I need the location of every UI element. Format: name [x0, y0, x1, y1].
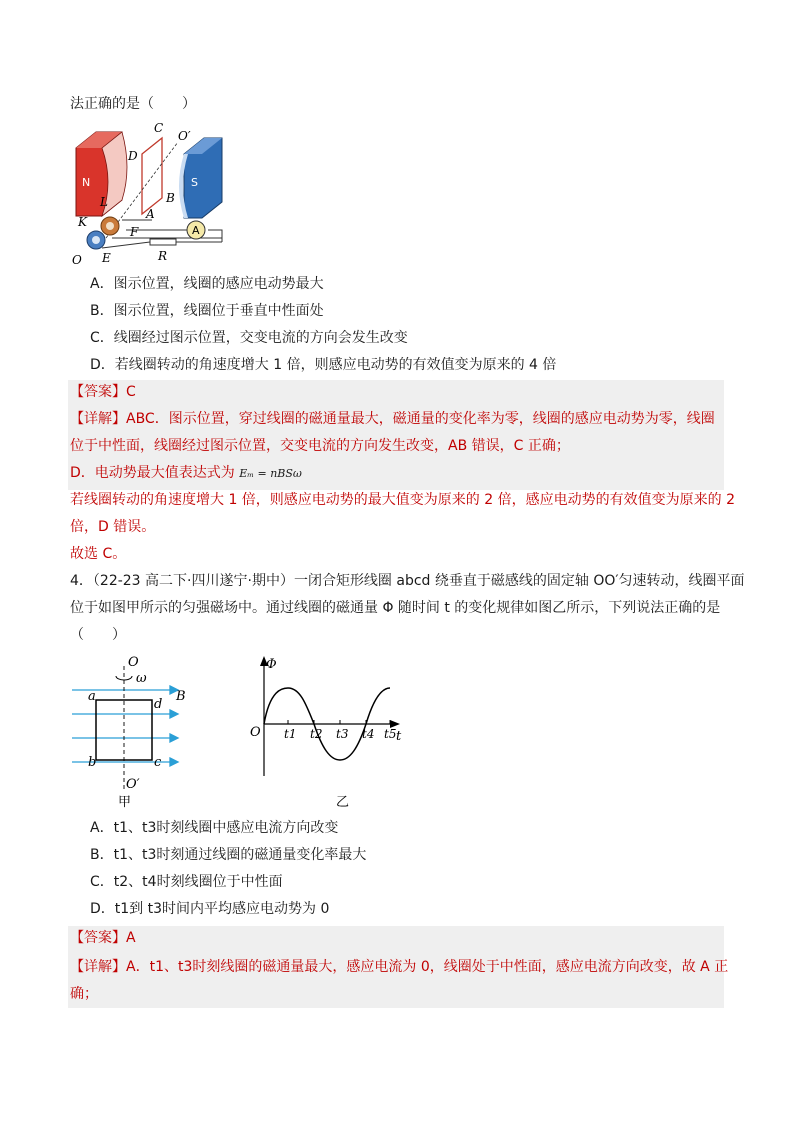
label-O: O	[72, 253, 82, 267]
figure-yi	[244, 652, 404, 814]
detail-line	[70, 409, 715, 429]
q4-detail-label: 【详解】	[70, 959, 126, 975]
label-D: D	[128, 149, 138, 163]
q4-stem-3: （ ）	[70, 627, 126, 643]
question-stem: 法正确的是（ ）	[70, 96, 196, 112]
tick-t1: t1	[284, 727, 297, 741]
detail-text-2: 位于中性面，线圈经过图示位置，交变电流的方向发生改变，AB 错误，C 正确；	[70, 438, 570, 454]
tick-t5: t5	[384, 727, 397, 741]
corner-b: b	[88, 755, 97, 770]
q4-stem-1: 4．（22-23 高二下·四川遂宁·期中）一闭合矩形线圈 abcd 绕垂直于磁感线的固定轴 OO′匀速转动，线圈平面	[70, 573, 745, 589]
answer-line	[70, 382, 136, 402]
detail-line-3	[70, 463, 302, 484]
extra-text-2: 倍，D 错误。	[70, 519, 156, 535]
corner-d: d	[154, 697, 163, 712]
detail-text-3: D．电动势最大值表达式为	[70, 465, 240, 481]
corner-c: c	[154, 755, 162, 770]
q4-option-c: C．t2、t4时刻线圈位于中性面	[90, 874, 283, 890]
option-d: D．若线圈转动的角速度增大 1 倍，则感应电动势的有效值变为原来的 4 倍	[90, 357, 557, 373]
extra-text-1: 若线圈转动的角速度增大 1 倍，则感应电动势的最大值变为原来的 2 倍，感应电动势的有效值变为原来的 2	[70, 492, 735, 508]
ammeter-label: A	[192, 224, 200, 237]
axis-top-O: O	[128, 655, 139, 670]
label-S: S	[191, 176, 198, 189]
caption-jia: 甲	[118, 795, 132, 810]
q4-answer-label: 【答案】	[70, 930, 126, 946]
axis-bottom-O-prime: O′	[126, 777, 140, 792]
detail-label: 【详解】	[70, 411, 126, 427]
conclusion: 故选 C。	[70, 546, 127, 562]
figure-jia	[66, 652, 206, 814]
label-N: N	[82, 176, 91, 189]
caption-yi: 乙	[336, 795, 350, 810]
label-R: R	[158, 249, 168, 263]
answer-label: 【答案】	[70, 384, 126, 400]
generator-figure	[66, 120, 236, 270]
tick-t4: t4	[362, 727, 375, 741]
origin-label: O	[250, 725, 261, 740]
tick-t2: t2	[310, 727, 323, 741]
t-axis-label: t	[396, 729, 402, 744]
option-b: B．图示位置，线圈位于垂直中性面处	[90, 303, 324, 319]
detail-text-1: ABC．图示位置，穿过线圈的磁通量最大，磁通量的变化率为零，线圈的感应电动势为零，线圈	[126, 411, 715, 427]
q4-detail-text-1: A．t1、t3时刻线圈的磁通量最大，感应电流为 0，线圈处于中性面，感应电流方向改变，故 A 正	[126, 959, 729, 975]
q4-stem-2: 位于如图甲所示的匀强磁场中。通过线圈的磁通量 Φ 随时间 t 的变化规律如图乙所示，下列说法正确的是	[70, 600, 721, 616]
label-F: F	[130, 225, 139, 239]
formula: Eₘ = nBSω	[239, 467, 302, 480]
label-E: E	[102, 251, 111, 265]
field-B-label: B	[176, 689, 186, 704]
omega-label: ω	[136, 671, 147, 686]
q4-option-b: B．t1、t3时刻通过线圈的磁通量变化率最大	[90, 847, 367, 863]
q4-detail-line	[70, 957, 728, 977]
label-L: L	[100, 195, 108, 209]
phi-label: Φ	[266, 657, 277, 672]
q4-answer-value: A	[126, 930, 136, 946]
q4-detail-text-2: 确；	[70, 986, 98, 1002]
label-O-prime: O′	[178, 129, 191, 143]
q4-option-a: A．t1、t3时刻线圈中感应电流方向改变	[90, 820, 339, 836]
label-A: A	[146, 207, 155, 221]
corner-a: a	[88, 689, 96, 704]
label-B: B	[166, 191, 175, 205]
q4-option-d: D．t1到 t3时间内平均感应电动势为 0	[90, 901, 330, 917]
option-c: C．线圈经过图示位置，交变电流的方向会发生改变	[90, 330, 408, 346]
answer-value: C	[126, 384, 136, 400]
q4-answer-line	[70, 928, 136, 948]
label-K: K	[78, 215, 87, 229]
tick-t3: t3	[336, 727, 349, 741]
label-C: C	[154, 121, 164, 135]
option-a: A．图示位置，线圈的感应电动势最大	[90, 276, 324, 292]
